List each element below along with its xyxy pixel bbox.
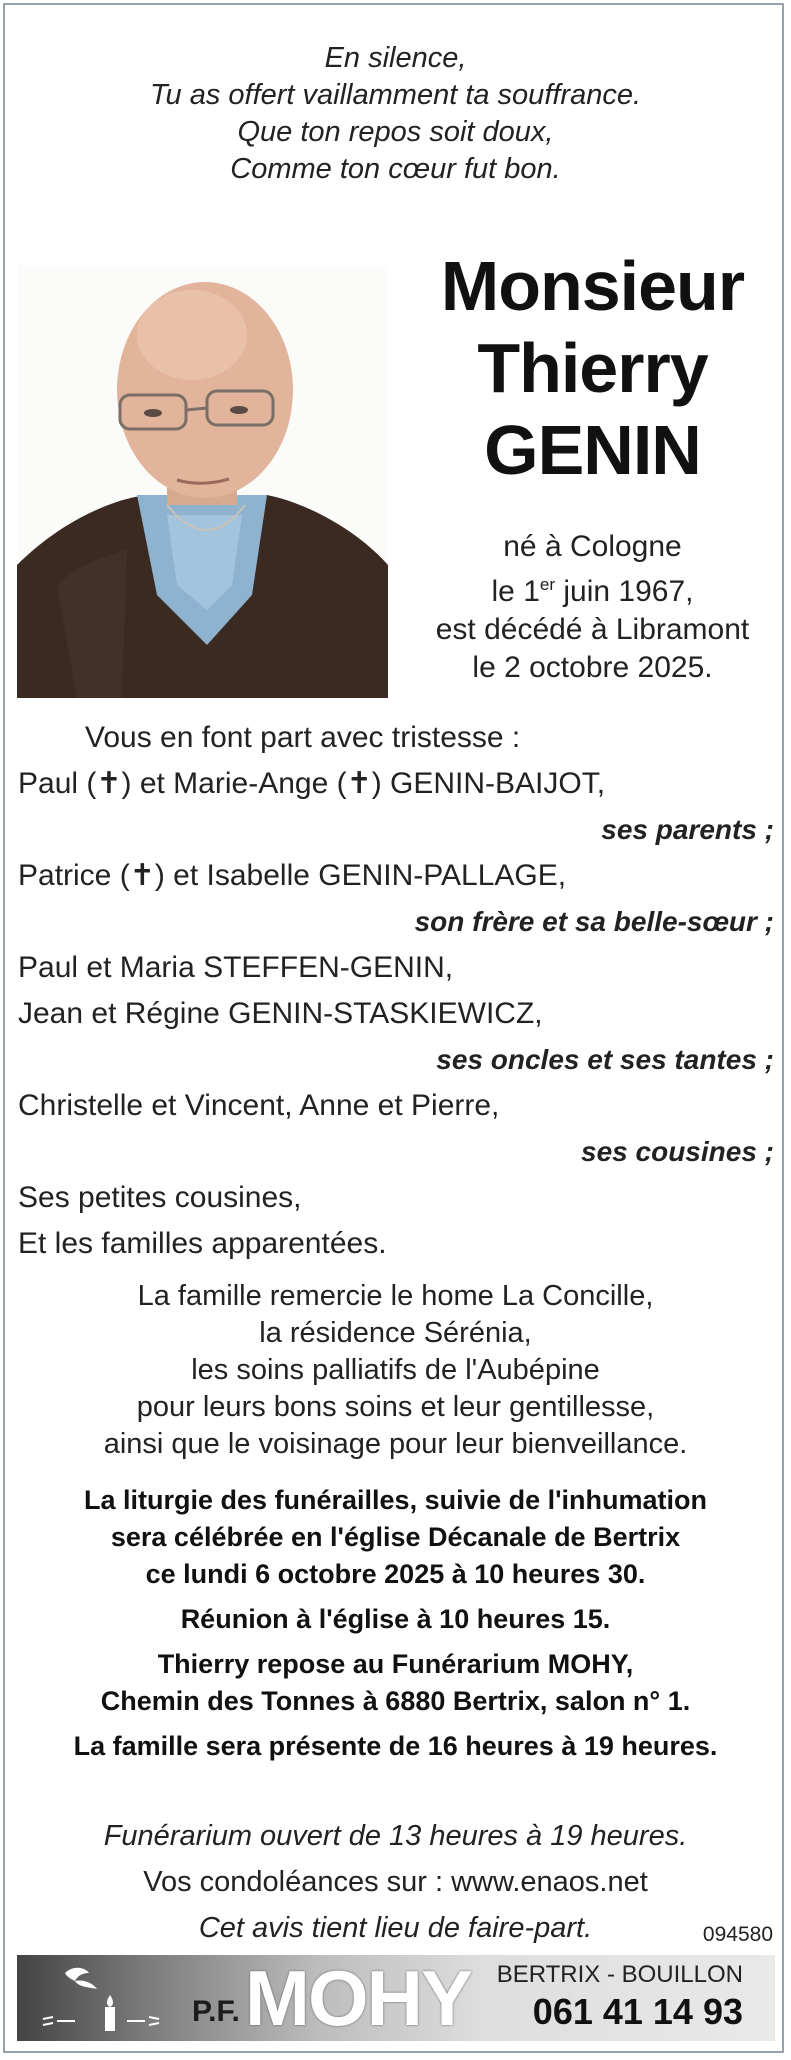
family-name-line: Ses petites cousines, — [18, 1181, 302, 1214]
poem — [0, 40, 791, 188]
opening-hours: Funérarium ouvert de 13 heures à 19 heures. — [103, 1820, 688, 1852]
liturgy-line: ce lundi 6 octobre 2025 à 10 heures 30. — [145, 1559, 646, 1589]
portrait-photo — [17, 265, 388, 698]
footer-notes — [0, 1813, 791, 1951]
dove-icon — [65, 1968, 97, 1989]
thanks-line: ainsi que le voisinage pour leur bienveillance. — [103, 1428, 688, 1460]
deceased-name — [405, 245, 780, 491]
family-announcement — [18, 715, 774, 1267]
pf-label: P.F. — [192, 1995, 240, 2028]
death-place: est décédé à Libramont — [435, 613, 750, 646]
relation-label: ses oncles et ses tantes ; — [436, 1044, 774, 1075]
birth-date — [405, 566, 780, 611]
meeting-info: Réunion à l'église à 10 heures 15. — [180, 1604, 611, 1634]
dove-candle-emblem — [35, 1959, 185, 2039]
birth-death-info — [405, 528, 780, 687]
rest-info — [0, 1646, 791, 1720]
family-name-line: Patrice (✝) et Isabelle GENIN-PALLAGE, — [18, 859, 567, 892]
funeral-home-banner — [17, 1955, 775, 2041]
honorific: Monsieur — [440, 247, 745, 325]
candle-icon — [105, 1995, 115, 2031]
brand-name: MOHY — [245, 1955, 471, 2041]
poem-line: En silence, — [324, 42, 467, 74]
family-name-line: Paul (✝) et Marie-Ange (✝) GENIN-BAIJOT, — [18, 767, 606, 800]
thanks-line: la résidence Sérénia, — [259, 1317, 532, 1349]
family-name-line: Jean et Régine GENIN-STASKIEWICZ, — [18, 997, 543, 1030]
family-name-line: Paul et Maria STEFFEN-GENIN, — [18, 951, 454, 984]
last-name: GENIN — [484, 411, 701, 489]
relation-label: son frère et sa belle-sœur ; — [414, 906, 774, 937]
relation-label: ses cousines ; — [581, 1136, 774, 1167]
family-presence: La famille sera présente de 16 heures à 19 heures. — [73, 1731, 718, 1761]
thanks-line: La famille remercie le home La Concille, — [137, 1280, 654, 1312]
birth-date-suffix: juin 1967, — [555, 575, 694, 608]
ordinal-suffix: er — [539, 575, 556, 594]
location: BERTRIX - BOUILLON — [496, 1961, 743, 1988]
birth-place: né à Cologne — [503, 530, 682, 563]
liturgy-info — [0, 1482, 791, 1593]
thanks-line: les soins palliatifs de l'Aubépine — [191, 1354, 600, 1386]
rest-line: Chemin des Tonnes à 6880 Bertrix, salon n° 1. — [100, 1686, 691, 1716]
condolences-link[interactable]: Vos condoléances sur : www.enaos.net — [143, 1866, 648, 1898]
liturgy-line: La liturgie des funérailles, suivie de l'inhumation — [83, 1485, 708, 1515]
reference-number: 094580 — [702, 1923, 773, 1946]
poem-line: Que ton repos soit doux, — [237, 116, 554, 148]
death-date: le 2 octobre 2025. — [472, 651, 713, 684]
birth-date-prefix: le 1 — [491, 575, 540, 608]
poem-line: Tu as offert vaillamment ta souffrance. — [149, 79, 642, 111]
announcement-intro: Vous en font part avec tristesse : — [85, 721, 521, 754]
rest-line: Thierry repose au Funérarium MOHY, — [157, 1649, 634, 1679]
thanks-line: pour leurs bons soins et leur gentillesse, — [136, 1391, 655, 1423]
first-name: Thierry — [477, 329, 708, 407]
phone-number[interactable]: 061 41 14 93 — [532, 1991, 743, 2032]
funeral-details — [0, 1482, 791, 1773]
family-name-line: Et les familles apparentées. — [18, 1227, 387, 1260]
poem-line: Comme ton cœur fut bon. — [230, 153, 561, 185]
portrait-illustration — [17, 265, 388, 698]
thanks-block — [0, 1278, 791, 1463]
notice-statement: Cet avis tient lieu de faire-part. — [198, 1912, 593, 1944]
relation-label: ses parents ; — [601, 814, 774, 845]
family-name-line: Christelle et Vincent, Anne et Pierre, — [18, 1089, 500, 1122]
liturgy-line: sera célébrée en l'église Décanale de Bertrix — [110, 1522, 681, 1552]
